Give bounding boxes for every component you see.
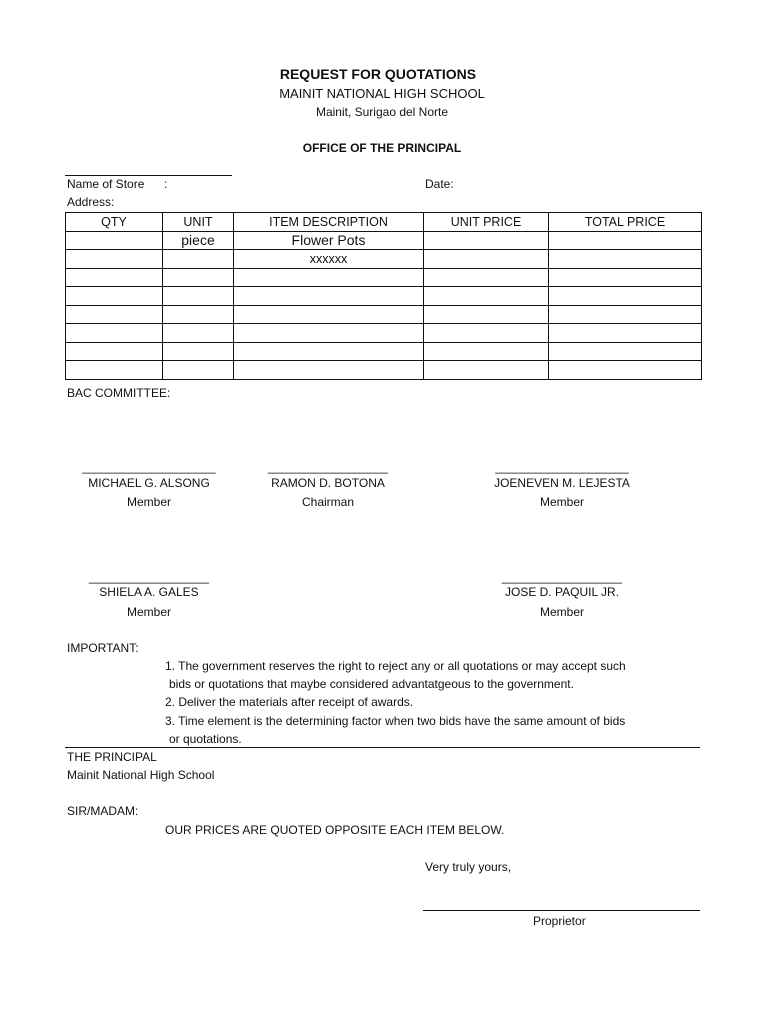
item-cell: Flower Pots bbox=[234, 231, 424, 250]
signature-line: __________________ bbox=[88, 570, 210, 584]
store-label: Name of Store bbox=[67, 177, 145, 191]
item-cell bbox=[234, 342, 424, 361]
important-line: 1. The government reserves the right to reject any or all quotations or may accept such bbox=[165, 659, 626, 673]
unit-price-cell bbox=[424, 324, 549, 343]
item-cell bbox=[234, 361, 424, 380]
table-row bbox=[66, 305, 702, 324]
col-total-price: TOTAL PRICE bbox=[549, 213, 702, 232]
unit-price-cell bbox=[424, 287, 549, 306]
important-line: bids or quotations that maybe considered advantatgeous to the government. bbox=[169, 677, 574, 691]
important-label: IMPORTANT: bbox=[67, 641, 139, 655]
table-row bbox=[66, 361, 702, 380]
col-unit-price: UNIT PRICE bbox=[424, 213, 549, 232]
chairman-name: RAMON D. BOTONA bbox=[271, 476, 385, 490]
table-row bbox=[66, 268, 702, 287]
member-name: JOENEVEN M. LEJESTA bbox=[494, 476, 630, 490]
school-location: Mainit, Surigao del Norte bbox=[315, 105, 449, 119]
addressee: THE PRINCIPAL bbox=[67, 750, 157, 764]
unit-price-cell bbox=[424, 342, 549, 361]
total-price-cell bbox=[549, 324, 702, 343]
member-name: MICHAEL G. ALSONG bbox=[88, 476, 210, 490]
item-cell bbox=[234, 305, 424, 324]
table-row bbox=[66, 342, 702, 361]
qty-cell bbox=[66, 305, 163, 324]
col-unit: UNIT bbox=[163, 213, 234, 232]
table-row bbox=[66, 250, 702, 269]
store-line bbox=[65, 175, 232, 176]
unit-price-cell bbox=[424, 361, 549, 380]
qty-cell bbox=[66, 268, 163, 287]
unit-cell bbox=[163, 268, 234, 287]
col-item-description: ITEM DESCRIPTION bbox=[234, 213, 424, 232]
member-role: Member bbox=[539, 495, 584, 509]
total-price-cell bbox=[549, 250, 702, 269]
total-price-cell bbox=[549, 287, 702, 306]
table-row bbox=[66, 287, 702, 306]
date-label: Date: bbox=[425, 177, 454, 191]
unit-price-cell bbox=[424, 231, 549, 250]
item-cell bbox=[234, 287, 424, 306]
table-row bbox=[66, 231, 702, 250]
committee-label: BAC COMMITTEE: bbox=[67, 386, 171, 400]
closing: Very truly yours, bbox=[425, 860, 512, 874]
body-text: OUR PRICES ARE QUOTED OPPOSITE EACH ITEM BELOW. bbox=[165, 823, 505, 837]
unit-cell bbox=[163, 324, 234, 343]
unit-cell bbox=[163, 250, 234, 269]
address-label: Address: bbox=[67, 195, 115, 209]
qty-cell bbox=[66, 287, 163, 306]
qty-cell bbox=[66, 324, 163, 343]
unit-price-cell bbox=[424, 305, 549, 324]
total-price-cell bbox=[549, 361, 702, 380]
important-line: 3. Time element is the determining factor when two bids have the same amount of bids bbox=[165, 714, 626, 728]
signature-line: ____________________ bbox=[82, 460, 216, 474]
addressee-school: Mainit National High School bbox=[67, 768, 215, 782]
signature-line: __________________ bbox=[501, 570, 623, 584]
total-price-cell bbox=[549, 231, 702, 250]
qty-cell bbox=[66, 250, 163, 269]
proprietor-label: Proprietor bbox=[533, 914, 586, 928]
unit-price-cell bbox=[424, 250, 549, 269]
school-name: MAINIT NATIONAL HIGH SCHOOL bbox=[279, 86, 485, 101]
col-qty: QTY bbox=[66, 213, 163, 232]
item-cell bbox=[234, 324, 424, 343]
member-role: Member bbox=[126, 605, 171, 619]
item-cell bbox=[234, 268, 424, 287]
unit-cell bbox=[163, 287, 234, 306]
section-divider bbox=[65, 747, 700, 748]
quotation-table bbox=[65, 212, 702, 380]
unit-cell bbox=[163, 361, 234, 380]
member-role: Member bbox=[126, 495, 171, 509]
table-row bbox=[66, 324, 702, 343]
important-line: 2. Deliver the materials after receipt of awards. bbox=[165, 695, 414, 709]
member-name: SHIELA A. GALES bbox=[99, 585, 199, 599]
table-header-row bbox=[66, 213, 702, 232]
proprietor-signature-line bbox=[423, 910, 700, 911]
signature-line: ____________________ bbox=[495, 460, 629, 474]
total-price-cell bbox=[549, 268, 702, 287]
store-colon: : bbox=[164, 177, 168, 191]
unit-cell: piece bbox=[163, 231, 234, 250]
item-cell: xxxxxx bbox=[234, 250, 424, 269]
unit-cell bbox=[163, 305, 234, 324]
total-price-cell bbox=[549, 342, 702, 361]
chairman-role: Chairman bbox=[301, 495, 355, 509]
member-role: Member bbox=[539, 605, 584, 619]
unit-cell bbox=[163, 342, 234, 361]
qty-cell bbox=[66, 342, 163, 361]
salutation: SIR/MADAM: bbox=[67, 804, 139, 818]
signature-line: __________________ bbox=[267, 460, 389, 474]
page-title: REQUEST FOR QUOTATIONS bbox=[279, 66, 477, 82]
qty-cell bbox=[66, 361, 163, 380]
important-line: or quotations. bbox=[169, 732, 242, 746]
member-name: JOSE D. PAQUIL JR. bbox=[504, 585, 620, 599]
unit-price-cell bbox=[424, 268, 549, 287]
office-heading: OFFICE OF THE PRINCIPAL bbox=[302, 141, 462, 155]
total-price-cell bbox=[549, 305, 702, 324]
qty-cell bbox=[66, 231, 163, 250]
